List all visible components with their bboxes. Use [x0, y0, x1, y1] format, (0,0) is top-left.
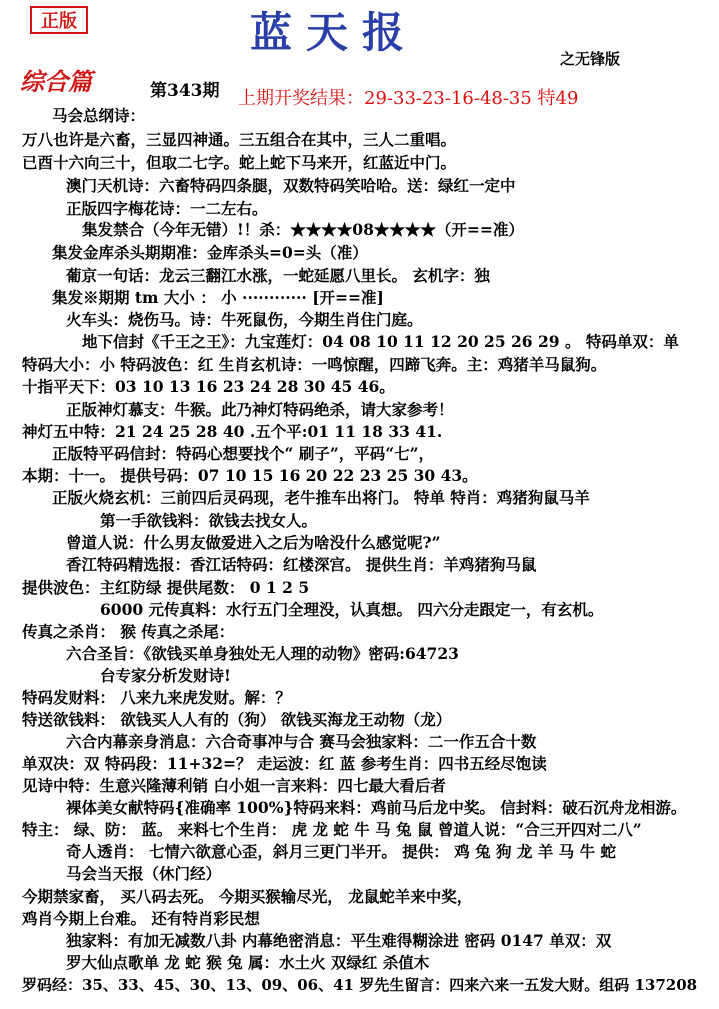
text-line: 传真之杀肖： 猴 传真之杀尾：: [22, 622, 235, 641]
text-line: 特码发财料： 八来九来虎发财。解：？: [22, 688, 291, 707]
issue-number: 第343期: [150, 81, 220, 101]
text-line: 特送欲钱料： 欲钱买人人有的（狗） 欲钱买海龙王动物（龙）: [22, 710, 452, 729]
text-line: 见诗中特：生意兴隆薄利销 白小姐一言来料：四七最大看后者: [22, 776, 446, 795]
text-line: 六合圣旨：《欲钱买单身独处无人理的动物》密码:64723: [66, 644, 459, 663]
text-line: 罗大仙点歌单 龙 蛇 猴 兔 属：水土火 双绿红 杀值木: [66, 953, 430, 972]
text-line: 万八也许是六畜，三显四神通。三五组合在其中，三人二重唱。: [22, 130, 457, 149]
text-line: 曾道人说：什么男友做爱进入之后为啥没什么感觉呢?”: [66, 533, 441, 552]
text-line: 正版四字梅花诗：一二左右。: [66, 199, 268, 218]
section-title: 综合篇: [20, 67, 92, 96]
text-line: 集发金库杀头期期准：金库杀头=0=头（准）: [52, 243, 368, 262]
text-line: 神灯五中特：21 24 25 28 40 .五个平:01 11 18 33 41.: [22, 422, 443, 441]
text-line: 奇人透肖： 七情六欲意心歪，斜月三更门半开。 提供： 鸡 兔 狗 龙 羊 马 牛 蛇: [66, 842, 616, 861]
text-line: 特码大小：小 特码波色：红 生肖玄机诗：一鸣惊醒，四蹄飞奔。主：鸡猪羊马鼠狗。: [22, 355, 607, 374]
page-title: 蓝天报: [250, 8, 419, 57]
text-line: 6000 元传真料：水行五门全理没，认真想。 四六分走跟定一，有玄机。: [100, 600, 604, 619]
text-line: 独家料：有加无减数八卦 内幕绝密消息：平生难得糊涂进 密码 0147 单双：双: [66, 931, 612, 950]
text-line: 香江特码精选报：香江话特码：红楼深宫。 提供生肖：羊鸡猪狗马鼠: [66, 555, 537, 574]
last-result: 上期开奖结果：29-33-23-16-48-35 特49: [238, 88, 579, 109]
text-line: 正版神灯慕支：牛猴。此乃神灯特码绝杀，请大家参考！: [66, 400, 454, 419]
text-line: 十指平天下：03 10 13 16 23 24 28 30 45 46。: [22, 377, 395, 396]
text-line: 裸体美女献特码{准确率 100%}特码来料：鸡前马后龙中奖。 信封料：破石沉舟龙相游。: [66, 798, 687, 817]
text-line: 集发禁合（今年无错）!！杀：★★★★08★★★★（开==准）: [82, 220, 524, 239]
text-line: 地下信封《千王之王》：九宝莲灯：04 08 10 11 12 20 25 26 29 。 特码单双：单: [82, 332, 679, 351]
text-line: 马会当天报（休门经）: [66, 864, 222, 883]
text-line: 今期禁家畜， 买八码去死。 今期买猴输尽光， 龙鼠蛇羊来中奖，: [22, 887, 473, 906]
genuine-badge: 正版: [30, 6, 88, 34]
text-line: 台专家分析发财诗!: [100, 666, 231, 685]
edition-label: 之无锋版: [560, 50, 621, 68]
text-line: 六合内幕亲身消息：六合奇事冲与合 赛马会独家料：二一作五合十数: [66, 732, 537, 751]
text-line: 葡京一句话：龙云三翻江水涨，一蛇延愿八里长。 玄机字：独: [66, 266, 490, 285]
text-line: 鸡肖今期上台难。 还有特肖彩民想: [22, 909, 260, 928]
text-line: 正版特平码信封：特码心想要找个“ 刷子”，平码“七”，: [52, 444, 435, 463]
text-line: 已酉十六向三十，但取二七字。蛇上蛇下马来开，红蓝近中门。: [22, 153, 457, 172]
text-line: 单双决：双 特码段：11+32=？ 走运波：红 蓝 参考生肖：四书五经尽饱读: [22, 754, 547, 773]
text-line: 罗码经：35、33、45、30、13、09、06、41 罗先生留言：四来六来一五发大财。组码 137208: [22, 976, 698, 994]
text-line: 本期：十一。 提供号码：07 10 15 16 20 22 23 25 30 43。: [22, 466, 478, 485]
text-line: 正版火烧玄机：三前四后灵码现，老牛推车出将门。 特单 特肖：鸡猪狗鼠马羊: [52, 488, 590, 507]
text-line: 火车头：烧伤马。诗：牛死鼠伤，今期生肖住门庭。: [66, 310, 423, 329]
text-line: 第一手欲钱料：欲钱去找女人。: [100, 511, 318, 530]
text-line: 提供波色：主红防绿 提供尾数： 0 1 2 5: [22, 578, 310, 597]
text-line: 集发※期期 tm 大小 ： 小 ············ [开==准]: [52, 288, 384, 307]
text-line: 澳门天机诗：六畜特码四条腿，双数特码笑哈哈。送：绿红一定中: [66, 176, 516, 195]
text-line: 马会总纲诗：: [52, 106, 146, 125]
text-line: 特主： 绿、防： 蓝。 来料七个生肖： 虎 龙 蛇 牛 马 兔 鼠 曾道人说：“合三开四对二八”: [22, 820, 642, 839]
